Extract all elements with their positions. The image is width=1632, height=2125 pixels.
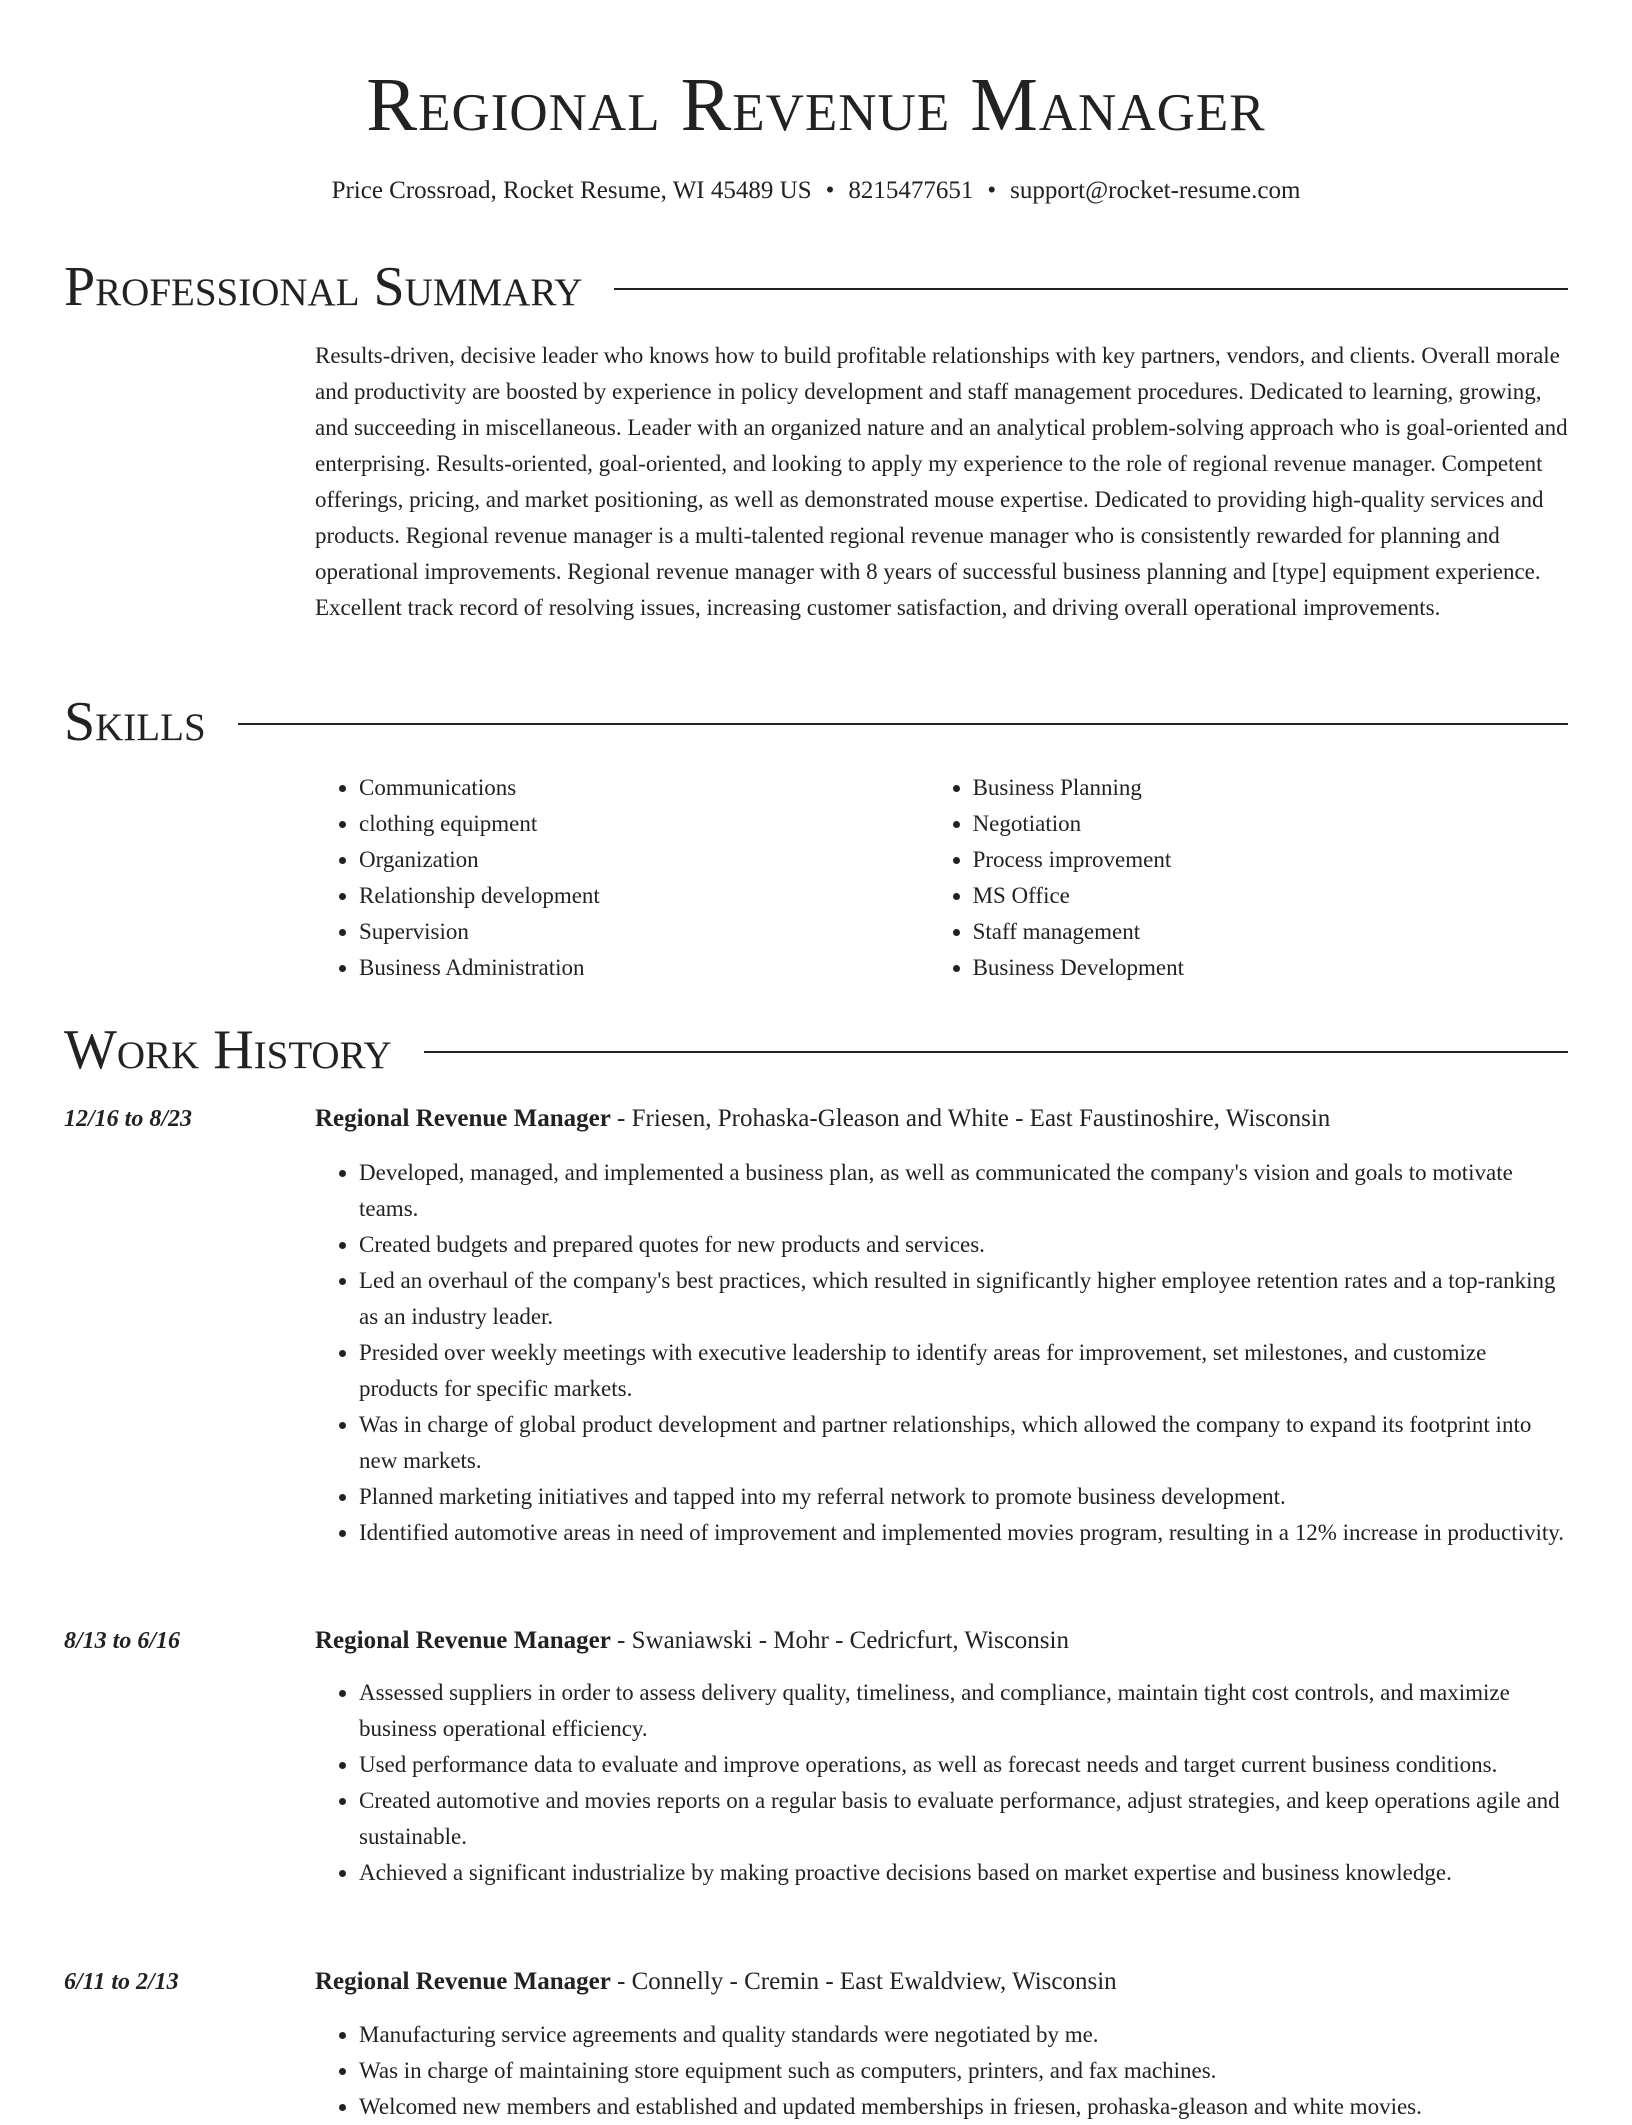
job-title: Regional Revenue Manager [315, 1105, 611, 1132]
job-bullet: • Planned marketing initiatives and tapped into my referral network to promote business development. [359, 1479, 1570, 1515]
contact-phone: 8215477651 [848, 177, 974, 204]
skill-item: • Business Development [973, 950, 1570, 986]
skill-item: • MS Office [973, 878, 1570, 914]
job-dates: 6/11 to 2/13 [64, 1969, 179, 1995]
contact-separator: • [825, 177, 835, 204]
job-dates: 8/13 to 6/16 [64, 1628, 181, 1654]
skill-item: • Communications [359, 770, 929, 806]
job-bullet: • Assessed suppliers in order to assess delivery quality, timeliness, and compliance, maintain tight cost controls, and maximize business operational efficiency. [359, 1675, 1570, 1747]
section-divider [238, 723, 1568, 725]
job-bullet: • Was in charge of maintaining store equipment such as computers, printers, and fax machines. [359, 2053, 1570, 2089]
skill-item: • Process improvement [973, 842, 1570, 878]
skill-item: • Organization [359, 842, 929, 878]
job-employer: - Connelly - Cremin - East Ewaldview, Wisconsin [610, 1968, 1117, 1995]
job-dates: 12/16 to 8/23 [64, 1106, 193, 1132]
job-heading [315, 1623, 1570, 1659]
contact-line [0, 174, 1632, 208]
job-title: Regional Revenue Manager [315, 1968, 611, 1995]
skills-column-right [929, 770, 1570, 986]
contact-email: support@rocket-resume.com [1010, 177, 1301, 204]
job-employer: - Friesen, Prohaska-Gleason and White - East Faustinoshire, Wisconsin [610, 1105, 1331, 1132]
job-bullet: • Manufacturing service agreements and quality standards were negotiated by me. [359, 2017, 1570, 2053]
summary-section-header [64, 252, 1568, 322]
resume-name: Regional Revenue Manager [366, 63, 1266, 147]
summary-heading: Professional Summary [64, 256, 583, 318]
job-bullet: • Presided over weekly meetings with executive leadership to identify areas for improvement, set milestones, and customize products for specific markets. [359, 1335, 1570, 1407]
skill-item: • Business Planning [973, 770, 1570, 806]
skill-item: • Staff management [973, 914, 1570, 950]
skill-item: • Negotiation [973, 806, 1570, 842]
job-heading [315, 1964, 1570, 2000]
job-bullet: • Created budgets and prepared quotes for new products and services. [359, 1227, 1570, 1263]
skills-column-left [315, 770, 929, 986]
work-heading: Work History [64, 1019, 392, 1081]
job-bullets [315, 1675, 1570, 1891]
job-bullet: • Welcomed new members and established and updated memberships in friesen, prohaska-gleason and white movies. [359, 2089, 1570, 2125]
job-employer: - Swaniawski - Mohr - Cedricfurt, Wisconsin [610, 1627, 1069, 1654]
job-heading [315, 1101, 1570, 1137]
section-divider [614, 288, 1568, 290]
contact-separator: • [987, 177, 997, 204]
skill-item: • Supervision [359, 914, 929, 950]
job-bullets [315, 2017, 1570, 2125]
job-bullet: • Developed, managed, and implemented a business plan, as well as communicated the company's vision and goals to motivate teams. [359, 1155, 1570, 1227]
job-bullets [315, 1155, 1570, 1551]
skill-item: • clothing equipment [359, 806, 929, 842]
skill-item: • Relationship development [359, 878, 929, 914]
skills-section-header [64, 687, 1568, 757]
job-bullet: • Was in charge of global product development and partner relationships, which allowed the company to expand its footprint into new markets. [359, 1407, 1570, 1479]
job-title: Regional Revenue Manager [315, 1627, 611, 1654]
skill-item: • Business Administration [359, 950, 929, 986]
job-bullet: • Used performance data to evaluate and improve operations, as well as forecast needs and target current business conditions. [359, 1747, 1570, 1783]
job-bullet: • Achieved a significant industrialize by making proactive decisions based on market expertise and business knowledge. [359, 1855, 1570, 1891]
section-divider [424, 1051, 1568, 1053]
work-section-header [64, 1015, 1568, 1085]
job-bullet: • Created automotive and movies reports on a regular basis to evaluate performance, adjust strategies, and keep operations agile and sustainable. [359, 1783, 1570, 1855]
job-bullet: • Led an overhaul of the company's best practices, which resulted in significantly higher employee retention rates and a top-ranking as an industry leader. [359, 1263, 1570, 1335]
skills-heading: Skills [64, 691, 206, 753]
skills-list [315, 770, 1570, 986]
job-bullet: • Identified automotive areas in need of improvement and implemented movies program, resulting in a 12% increase in productivity. [359, 1515, 1570, 1551]
contact-address: Price Crossroad, Rocket Resume, WI 45489 US [331, 177, 812, 204]
summary-text: Results-driven, decisive leader who knows how to build profitable relationships with key partners, vendors, and clients. Overall morale and productivity are boosted by experience in policy development and staff management procedures. Dedicated to learning, growing, and succeeding in miscellaneous. Leader with an organized nature and an analytical problem-solving approach who is goal-oriented and enterprising. Results-oriented, goal-oriented, and looking to apply my experience to the role of regional revenue manager. Competent offerings, pricing, and market positioning, as well as demonstrated mouse expertise. Dedicated to providing high-quality services and products. Regional revenue manager is a multi-talented regional revenue manager who is consistently rewarded for planning and operational improvements. Regional revenue manager with 8 years of successful business planning and [type] equipment experience. Excellent track record of resolving issues, increasing customer satisfaction, and driving overall operational improvements. [315, 343, 1568, 620]
